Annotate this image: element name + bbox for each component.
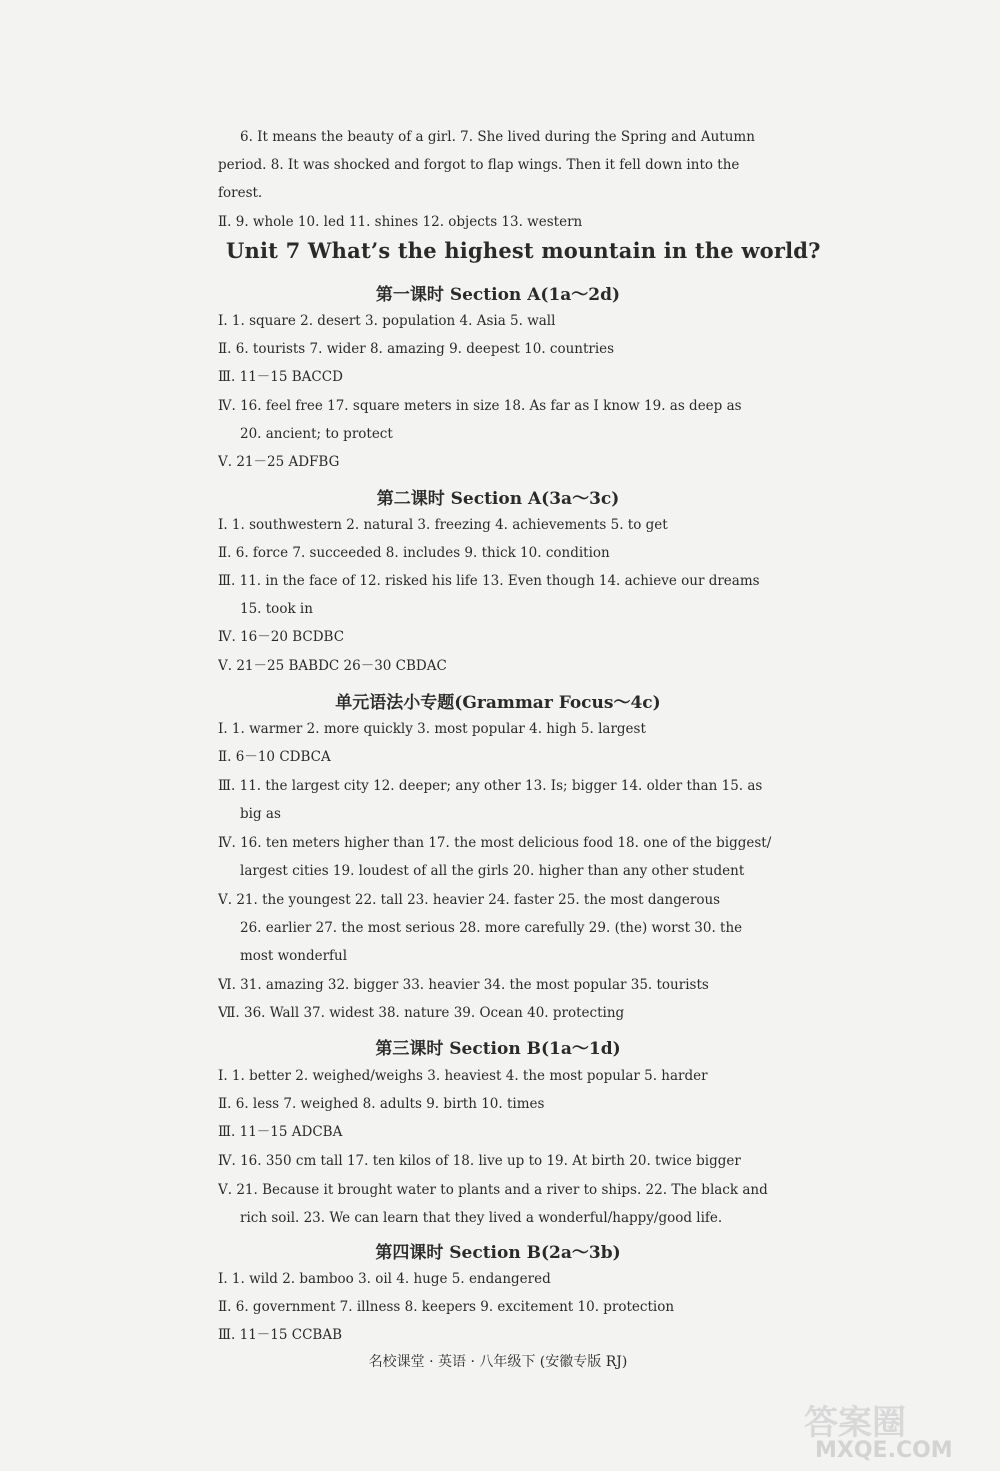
text-line: 26. earlier 27. the most serious 28. more carefully 29. (the) worst 30. the	[240, 920, 743, 936]
section-heading: 第二课时 Section A(3a～3c)	[376, 489, 620, 509]
text-line: Ⅳ. 16. ten meters higher than 17. the most delicious food 18. one of the biggest/	[218, 835, 772, 851]
section-heading: 第三课时 Section B(1a～1d)	[375, 1039, 621, 1059]
text-line: rich soil. 23. We can learn that they lived a wonderful/happy/good life.	[240, 1210, 723, 1226]
text-line: Ⅴ. 21－25 ADFBG	[218, 454, 340, 470]
text-line: Ⅲ. 11－15 CCBAB	[218, 1327, 342, 1343]
text-line: Ⅴ. 21. Because it brought water to plants and a river to ships. 22. The black and	[218, 1182, 768, 1198]
text-line: Ⅰ. 1. warmer 2. more quickly 3. most popular 4. high 5. largest	[218, 721, 646, 737]
section-heading: 单元语法小专题(Grammar Focus～4c)	[335, 693, 661, 713]
text-line: Ⅳ. 16. feel free 17. square meters in size 18. As far as I know 19. as deep as	[218, 398, 742, 414]
watermark-site: MXQE.COM	[815, 1438, 953, 1463]
text-line: Ⅱ. 6. tourists 7. wider 8. amazing 9. deepest 10. countries	[218, 341, 615, 357]
text-line: big as	[240, 806, 281, 822]
watermark-logo: 答案圈	[804, 1403, 906, 1443]
unit-title: Unit 7 What’s the highest mountain in the world?	[226, 238, 821, 263]
section-heading: 第四课时 Section B(2a～3b)	[375, 1243, 621, 1263]
text-line: Ⅶ. 36. Wall 37. widest 38. nature 39. Ocean 40. protecting	[218, 1005, 625, 1021]
text-line: Ⅱ. 6. government 7. illness 8. keepers 9. excitement 10. protection	[218, 1299, 675, 1315]
text-line: period. 8. It was shocked and forgot to flap wings. Then it fell down into the	[218, 157, 740, 173]
text-line: most wonderful	[240, 948, 348, 964]
text-line: forest.	[218, 185, 263, 201]
text-line: Ⅱ. 6. less 7. weighed 8. adults 9. birth 10. times	[218, 1096, 545, 1112]
text-line: Ⅰ. 1. southwestern 2. natural 3. freezing 4. achievements 5. to get	[218, 517, 668, 533]
text-line: Ⅳ. 16－20 BCDBC	[218, 629, 345, 645]
text-line: Ⅰ. 1. square 2. desert 3. population 4. Asia 5. wall	[218, 313, 556, 329]
section-heading: 第一课时 Section A(1a～2d)	[375, 285, 621, 305]
text-line: Ⅵ. 31. amazing 32. bigger 33. heavier 34. the most popular 35. tourists	[218, 977, 709, 993]
text-line: Ⅴ. 21－25 BABDC 26－30 CBDAC	[218, 658, 447, 674]
text-line: Ⅳ. 16. 350 cm tall 17. ten kilos of 18. live up to 19. At birth 20. twice bigger	[218, 1153, 741, 1169]
text-line: Ⅲ. 11－15 ADCBA	[218, 1124, 343, 1140]
text-line: 15. took in	[240, 601, 313, 617]
text-line: Ⅲ. 11－15 BACCD	[218, 369, 343, 385]
text-line: Ⅲ. 11. the largest city 12. deeper; any other 13. Is; bigger 14. older than 15. as	[218, 778, 763, 794]
text-line: Ⅰ. 1. wild 2. bamboo 3. oil 4. huge 5. endangered	[218, 1271, 551, 1287]
text-line: Ⅰ. 1. better 2. weighed/weighs 3. heaviest 4. the most popular 5. harder	[218, 1068, 708, 1084]
text-line: 6. It means the beauty of a girl. 7. She lived during the Spring and Autumn	[240, 129, 755, 145]
text-line: largest cities 19. loudest of all the girls 20. higher than any other student	[240, 863, 745, 879]
text-line: 20. ancient; to protect	[240, 426, 393, 442]
text-line: Ⅱ. 9. whole 10. led 11. shines 12. objects 13. western	[218, 214, 583, 230]
page-footer: 名校课堂 · 英语 · 八年级下 (安徽专版 RJ)	[368, 1354, 628, 1370]
text-line: Ⅱ. 6－10 CDBCA	[218, 749, 331, 765]
text-line: Ⅴ. 21. the youngest 22. tall 23. heavier 24. faster 25. the most dangerous	[218, 892, 721, 908]
text-line: Ⅱ. 6. force 7. succeeded 8. includes 9. thick 10. condition	[218, 545, 610, 561]
text-line: Ⅲ. 11. in the face of 12. risked his life 13. Even though 14. achieve our dreams	[218, 573, 760, 589]
